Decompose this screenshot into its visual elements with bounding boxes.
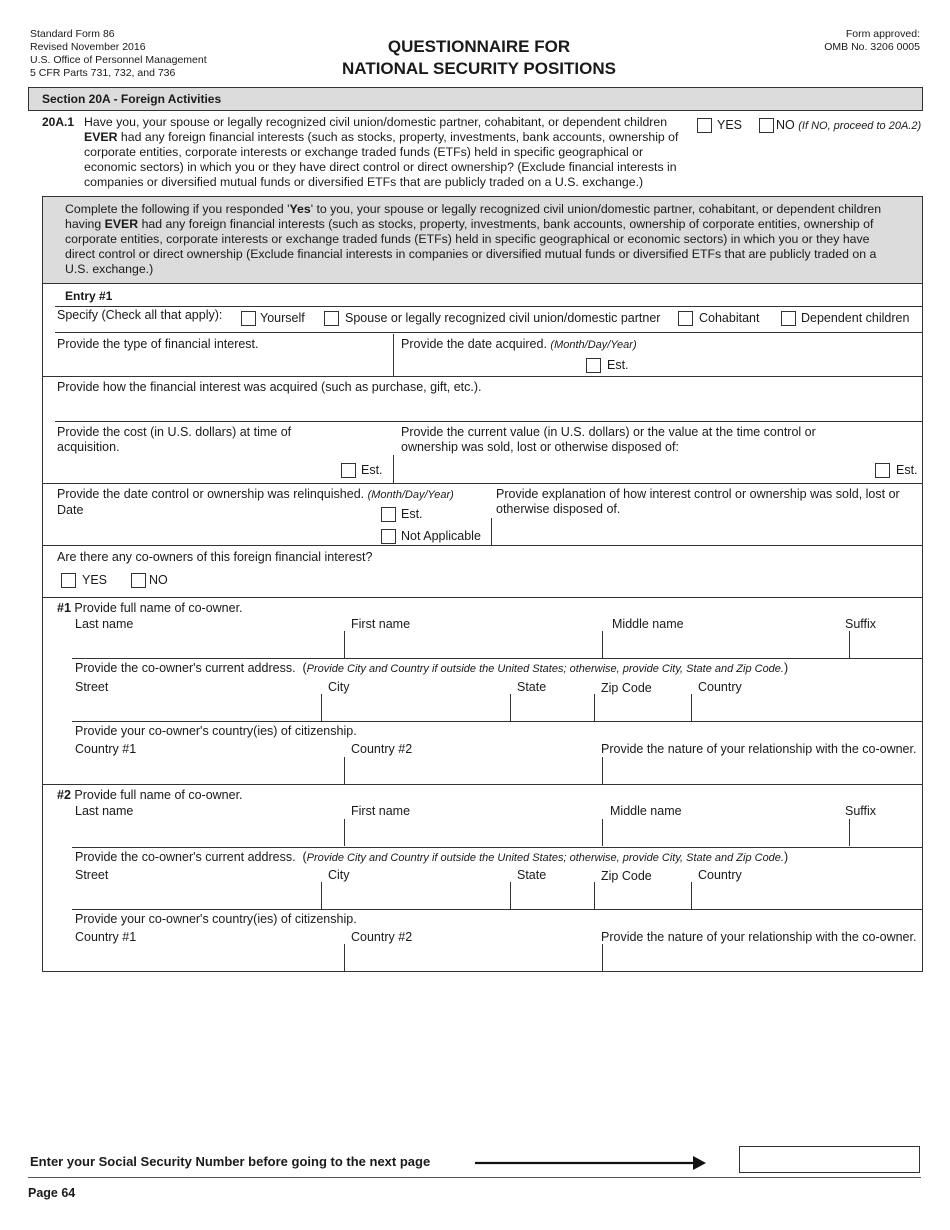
value-label-1: Provide the current value (in U.S. dollars) or the value at the time control or xyxy=(401,425,816,439)
divider xyxy=(55,421,923,422)
divider xyxy=(510,882,511,909)
coowner-2-suffix-input[interactable] xyxy=(853,821,918,845)
coowner-1-state-label: State xyxy=(517,680,547,694)
coowner-2-street-label: Street xyxy=(75,868,109,882)
divider xyxy=(55,306,923,307)
not-applicable-checkbox[interactable] xyxy=(381,529,396,544)
coowners-yes-checkbox[interactable] xyxy=(61,573,76,588)
divider xyxy=(344,944,345,971)
children-label: Dependent children xyxy=(801,311,910,325)
coowner-2-middle-name-label: Middle name xyxy=(610,804,682,818)
value-input[interactable] xyxy=(401,458,871,482)
type-label: Provide the type of financial interest. xyxy=(57,337,259,351)
coowner-2-state-label: State xyxy=(517,868,547,882)
divider xyxy=(602,819,603,846)
coowner-1-city-input[interactable] xyxy=(326,696,506,720)
coowner-1-street-input[interactable] xyxy=(75,696,315,720)
coowner-1-suffix-label: Suffix xyxy=(845,617,877,631)
coowner-1-country2-input[interactable] xyxy=(350,759,595,783)
coowner-1-middle-name-input[interactable] xyxy=(608,633,843,657)
footer-divider xyxy=(28,1177,921,1178)
divider xyxy=(344,819,345,846)
coowner-1-country1-input[interactable] xyxy=(75,759,340,783)
coowner-2-country2-label: Country #2 xyxy=(351,930,413,944)
divider xyxy=(72,909,923,910)
coowner-2-city-label: City xyxy=(328,868,350,882)
divider xyxy=(393,455,394,483)
cost-est-label: Est. xyxy=(361,463,383,477)
coowner-2-street-input[interactable] xyxy=(75,884,315,908)
coowner-2-zip-label: Zip Code xyxy=(601,869,652,883)
divider xyxy=(602,631,603,658)
coowner-1-city-label: City xyxy=(328,680,350,694)
divider xyxy=(55,332,923,333)
entry-title: Entry #1 xyxy=(65,289,113,303)
divider xyxy=(72,721,923,722)
specify-label: Specify (Check all that apply): xyxy=(57,308,223,322)
date-acquired-label: Provide the date acquired. (Month/Day/Year) xyxy=(401,337,637,351)
divider xyxy=(321,694,322,721)
cost-label-1: Provide the cost (in U.S. dollars) at time of xyxy=(57,425,292,439)
value-est-checkbox[interactable] xyxy=(875,463,890,478)
explain-label-2: otherwise disposed of. xyxy=(496,502,621,516)
coowner-1-country2-label: Country #2 xyxy=(351,742,413,756)
divider xyxy=(849,631,850,658)
coowner-1-name-prompt: #1 Provide full name of co-owner. xyxy=(57,601,243,615)
ssn-prompt: Enter your Social Security Number before going to the next page xyxy=(30,1154,431,1169)
coowner-1-first-name-label: First name xyxy=(351,617,411,631)
relinquished-label: Provide the date control or ownership was relinquished. (Month/Day/Year) xyxy=(57,487,454,501)
spouse-label: Spouse or legally recognized civil union/domestic partner xyxy=(345,311,661,325)
children-checkbox[interactable] xyxy=(781,311,796,326)
coowner-2-last-name-label: Last name xyxy=(75,804,134,818)
form-number: Standard Form 86 xyxy=(30,28,115,40)
approval-line1: Form approved: xyxy=(845,28,920,40)
section-title: Section 20A - Foreign Activities xyxy=(42,92,222,106)
coowner-2-country-input[interactable] xyxy=(696,884,918,908)
how-acquired-label: Provide how the financial interest was acquired (such as purchase, gift, etc.). xyxy=(57,380,482,394)
relinquished-date-label: Date xyxy=(57,503,84,517)
coowner-1-relationship-label: Provide the nature of your relationship with the co-owner. xyxy=(601,742,917,756)
not-applicable-label: Not Applicable xyxy=(401,529,481,543)
coowner-1-relationship-input[interactable] xyxy=(608,759,918,783)
coowner-2-relationship-input[interactable] xyxy=(608,946,918,970)
divider xyxy=(849,819,850,846)
coowner-1-country-label: Country xyxy=(698,680,742,694)
coowner-2-zip-input[interactable] xyxy=(598,884,688,908)
form-title-line1: QUESTIONNAIRE FOR xyxy=(387,37,571,56)
date-acquired-input[interactable] xyxy=(401,352,581,376)
divider xyxy=(321,882,322,909)
coowner-1-first-name-input[interactable] xyxy=(350,633,595,657)
form-cfr: 5 CFR Parts 731, 732, and 736 xyxy=(30,67,176,79)
coowner-1-state-input[interactable] xyxy=(514,696,590,720)
q-yes-checkbox[interactable] xyxy=(697,118,712,133)
explain-label-1: Provide explanation of how interest control or ownership was sold, lost or xyxy=(496,487,900,501)
coowners-no-label: NO xyxy=(149,573,168,587)
coowner-2-country2-input[interactable] xyxy=(350,946,595,970)
yourself-label: Yourself xyxy=(260,311,305,325)
divider xyxy=(42,376,923,377)
value-est-label: Est. xyxy=(896,463,918,477)
cost-est-checkbox[interactable] xyxy=(341,463,356,478)
cost-label-2: acquisition. xyxy=(57,440,120,454)
coowner-1-address-prompt: Provide the co-owner's current address. (Provide City and Country if outside the United States; otherwise, provide City, State and Zip Code.) xyxy=(75,661,789,675)
coowner-1-suffix-input[interactable] xyxy=(853,633,918,657)
form-revision: Revised November 2016 xyxy=(30,41,146,53)
coowners-no-checkbox[interactable] xyxy=(131,573,146,588)
form-title-line2: NATIONAL SECURITY POSITIONS xyxy=(342,59,616,78)
explain-input[interactable] xyxy=(496,518,916,545)
coowner-1-last-name-label: Last name xyxy=(75,617,134,631)
arrow-right-icon xyxy=(475,1155,707,1171)
coowner-1-citizenship-prompt: Provide your co-owner's country(ies) of citizenship. xyxy=(75,724,357,738)
coowner-2-first-name-label: First name xyxy=(351,804,411,818)
q-yes-label: YES xyxy=(717,118,743,132)
divider xyxy=(393,334,394,377)
divider xyxy=(602,944,603,971)
coowner-2-last-name-input[interactable] xyxy=(75,821,340,845)
entry-right-border xyxy=(922,284,923,972)
relinquished-date-input[interactable] xyxy=(57,519,377,543)
cohabitant-label: Cohabitant xyxy=(699,311,760,325)
relinquished-est-checkbox[interactable] xyxy=(381,507,396,522)
coowner-2-country-label: Country xyxy=(698,868,742,882)
divider xyxy=(510,694,511,721)
q-no-label: NO (If NO, proceed to 20A.2) xyxy=(776,118,922,132)
cost-input[interactable] xyxy=(57,458,337,482)
spouse-checkbox[interactable] xyxy=(324,311,339,326)
coowner-2-city-input[interactable] xyxy=(326,884,506,908)
question-number: 20A.1 xyxy=(42,115,75,129)
divider xyxy=(491,518,492,546)
coowners-yes-label: YES xyxy=(82,573,108,587)
divider xyxy=(42,545,923,546)
divider xyxy=(344,631,345,658)
coowner-2-middle-name-input[interactable] xyxy=(608,821,843,845)
page-number: Page 64 xyxy=(28,1186,76,1200)
coowner-2-citizenship-prompt: Provide your co-owner's country(ies) of citizenship. xyxy=(75,912,357,926)
divider xyxy=(602,757,603,784)
divider xyxy=(594,882,595,909)
q-no-checkbox[interactable] xyxy=(759,118,774,133)
coowner-2-country1-input[interactable] xyxy=(75,946,340,970)
coowner-2-relationship-label: Provide the nature of your relationship with the co-owner. xyxy=(601,930,917,944)
coowner-1-last-name-input[interactable] xyxy=(75,633,340,657)
divider xyxy=(594,694,595,721)
yourself-checkbox[interactable] xyxy=(241,311,256,326)
coowner-2-name-prompt: #2 Provide full name of co-owner. xyxy=(57,788,243,802)
date-acquired-est-label: Est. xyxy=(607,358,629,372)
coowner-1-middle-name-label: Middle name xyxy=(612,617,684,631)
coowner-1-country1-label: Country #1 xyxy=(75,742,137,756)
question-text: Have you, your spouse or legally recognized civil union/domestic partner, cohabitant, or dependent children EVER had any foreign financial interests (such as stocks, property, investments, bank accounts, ownership of corporate entities, corporate interests or exchange traded funds (ETFs) held in specific geographical or economic sectors) in which you or they have direct control or direct ownership? (Exclude financial interests in companies or diversified mutual funds or diversified ETFs that are publicly traded on a U.S. exchange.) xyxy=(84,115,679,189)
divider xyxy=(691,882,692,909)
section-title-bar xyxy=(28,87,923,111)
divider xyxy=(42,597,923,598)
coowner-2-country1-label: Country #1 xyxy=(75,930,137,944)
divider xyxy=(344,757,345,784)
cohabitant-checkbox[interactable] xyxy=(678,311,693,326)
ssn-input[interactable] xyxy=(739,1146,920,1173)
approval-line2: OMB No. 3206 0005 xyxy=(824,41,920,53)
divider xyxy=(42,784,923,785)
how-acquired-input[interactable] xyxy=(57,396,917,420)
type-input[interactable] xyxy=(57,352,392,376)
coowner-1-street-label: Street xyxy=(75,680,109,694)
divider xyxy=(72,658,923,659)
relinquished-est-label: Est. xyxy=(401,507,423,521)
coowner-1-zip-label: Zip Code xyxy=(601,681,652,695)
coowner-2-address-prompt: Provide the co-owner's current address. (Provide City and Country if outside the United States; otherwise, provide City, State and Zip Code.) xyxy=(75,850,789,864)
coowner-1-zip-input[interactable] xyxy=(598,696,688,720)
instructions-box xyxy=(42,196,923,284)
entry-left-border xyxy=(42,284,43,972)
divider xyxy=(42,483,923,484)
coowners-question: Are there any co-owners of this foreign financial interest? xyxy=(57,550,373,564)
date-acquired-est-checkbox[interactable] xyxy=(586,358,601,373)
coowner-2-state-input[interactable] xyxy=(514,884,590,908)
value-label-2: ownership was sold, lost or otherwise disposed of: xyxy=(401,440,679,454)
instructions-text: Complete the following if you responded 'Yes' to you, your spouse or legally recognized civil union/domestic partner, cohabitant, or dependent children having EVER had any foreign financial interests (such as stocks, property, investments, bank accounts, ownership of corporate entities, ownership of corporate entities, corporate interests or exchange traded funds (ETFs) held in specific geographical or economic sectors) in which you or they have direct control or direct ownership (Exclude financial interests in companies or diversified mutual funds or diversified ETFs that are publicly traded on a U.S. exchange.) xyxy=(65,202,882,276)
divider xyxy=(72,847,923,848)
entry-bottom-border xyxy=(42,971,923,972)
coowner-2-suffix-label: Suffix xyxy=(845,804,877,818)
coowner-1-country-input[interactable] xyxy=(696,696,918,720)
divider xyxy=(691,694,692,721)
form-agency: U.S. Office of Personnel Management xyxy=(30,54,207,66)
coowner-2-first-name-input[interactable] xyxy=(350,821,595,845)
